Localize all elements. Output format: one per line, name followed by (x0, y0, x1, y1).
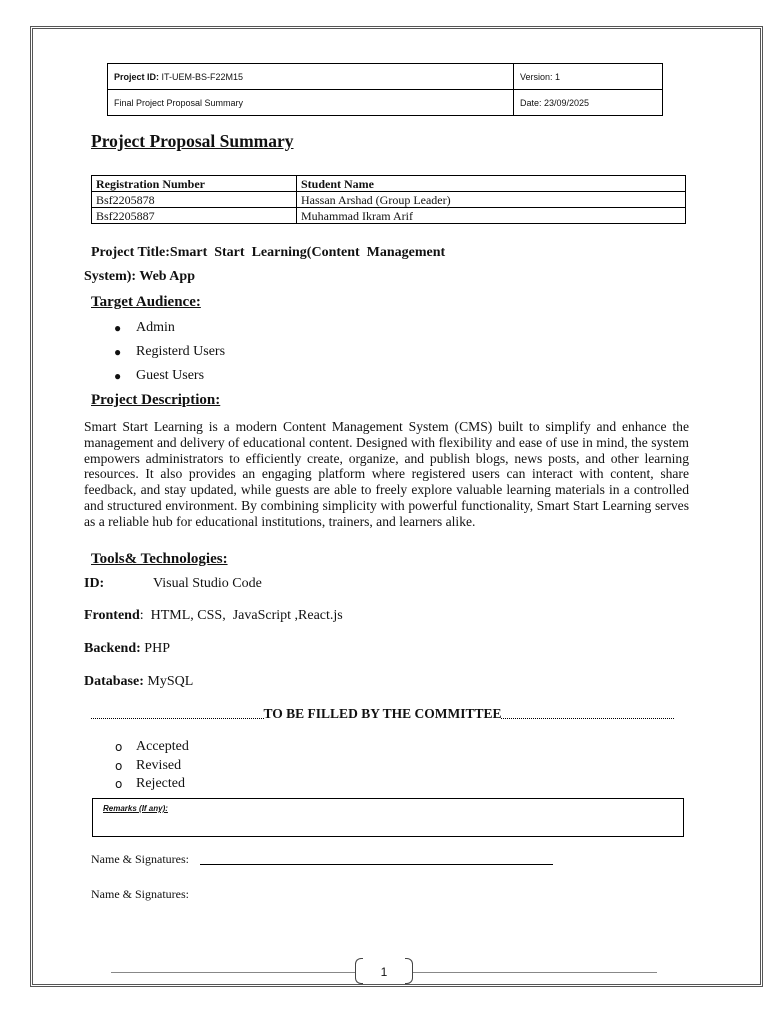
remarks-label: Remarks (If any): (103, 804, 168, 813)
tech-database-label: Database: (84, 674, 144, 689)
tech-backend-value: PHP (144, 641, 170, 656)
student-name: Hassan Arshad (Group Leader) (297, 192, 686, 208)
header-table (107, 63, 663, 116)
committee-heading: TO BE FILLED BY THE COMMITTEE (263, 706, 502, 721)
description-text: Smart Start Learning is a modern Content Management System (CMS) built to simplify and enhance the management and delivery of educational content. Designed with flexibility and ease of use in mind, the system empowers administrators to efficiently create, organize, and publish blogs, news posts, and other learning resources. It also provides an engaging platform where registered users can interact with content, share feedback, and stay updated, while guests are able to freely explore valuable learning materials in a controlled and structured environment. By combining simplicity with powerful functionality, Smart Start Learning serves as a reliable hub for educational institutions, trainers, and learners alike. (84, 419, 689, 529)
tech-frontend-label: Frontend (84, 608, 140, 623)
target-audience-list (114, 316, 226, 388)
list-item: ● Registerd Users (136, 340, 225, 364)
tech-database-row (84, 674, 193, 690)
option-rejected[interactable]: o Rejected (136, 775, 189, 794)
project-id-cell: Project ID: IT-UEM-BS-F22M15 (108, 64, 514, 90)
tech-id-label: ID: (84, 576, 105, 591)
table-row (92, 192, 686, 208)
dotted-leader-right (501, 706, 674, 719)
student-name: Muhammad Ikram Arif (297, 208, 686, 224)
remarks-box[interactable] (92, 798, 684, 837)
page-title: Project Proposal Summary (91, 131, 294, 151)
students-header-name: Student Name (297, 176, 686, 192)
list-item: ● Admin (136, 316, 225, 340)
project-title-line1: Project Title:Smart Start Learning(Content Management (91, 245, 446, 260)
tech-backend-label: Backend: (84, 641, 141, 656)
option-revised[interactable]: o Revised (136, 757, 189, 776)
circle-o-icon: o (115, 777, 123, 791)
version-cell: Version: 1 (514, 64, 663, 90)
option-accepted[interactable]: o Accepted (136, 738, 189, 757)
bullet-dot-icon: ● (114, 369, 122, 383)
dotted-leader-left (91, 706, 264, 719)
tech-frontend-row (84, 608, 343, 624)
page-number: 1 (380, 965, 388, 979)
tech-id-row (84, 576, 262, 592)
list-item: ● Guest Users (136, 364, 225, 388)
target-audience-heading: Target Audience: (91, 294, 201, 310)
committee-options (115, 738, 189, 794)
committee-heading-row (91, 706, 674, 722)
summary-label-cell: Final Project Proposal Summary (108, 90, 514, 116)
signature-label-1: Name & Signatures: (91, 852, 189, 866)
circle-o-icon: o (115, 740, 123, 754)
bullet-dot-icon: ● (114, 321, 122, 335)
circle-o-icon: o (115, 758, 123, 773)
tech-id-value: Visual Studio Code (153, 576, 262, 591)
signature-label-2: Name & Signatures: (91, 887, 189, 901)
footer-line-right (413, 972, 657, 973)
table-row (92, 208, 686, 224)
tech-frontend-value: : HTML, CSS, JavaScript ,React.js (139, 608, 343, 623)
project-title-line2: System): Web App (84, 269, 195, 284)
date-cell: Date: 23/09/2025 (514, 90, 663, 116)
tech-backend-row (84, 641, 170, 657)
student-reg-number: Bsf2205878 (92, 192, 297, 208)
tech-database-value: MySQL (147, 674, 194, 689)
signature-line[interactable] (200, 864, 553, 865)
footer-line-left (111, 972, 356, 973)
tools-heading: Tools& Technologies: (91, 551, 228, 567)
description-heading: Project Description: (91, 392, 221, 408)
students-table (91, 175, 686, 224)
students-header-reg: Registration Number (92, 176, 297, 192)
bullet-dot-icon: ● (114, 345, 122, 359)
student-reg-number: Bsf2205887 (92, 208, 297, 224)
